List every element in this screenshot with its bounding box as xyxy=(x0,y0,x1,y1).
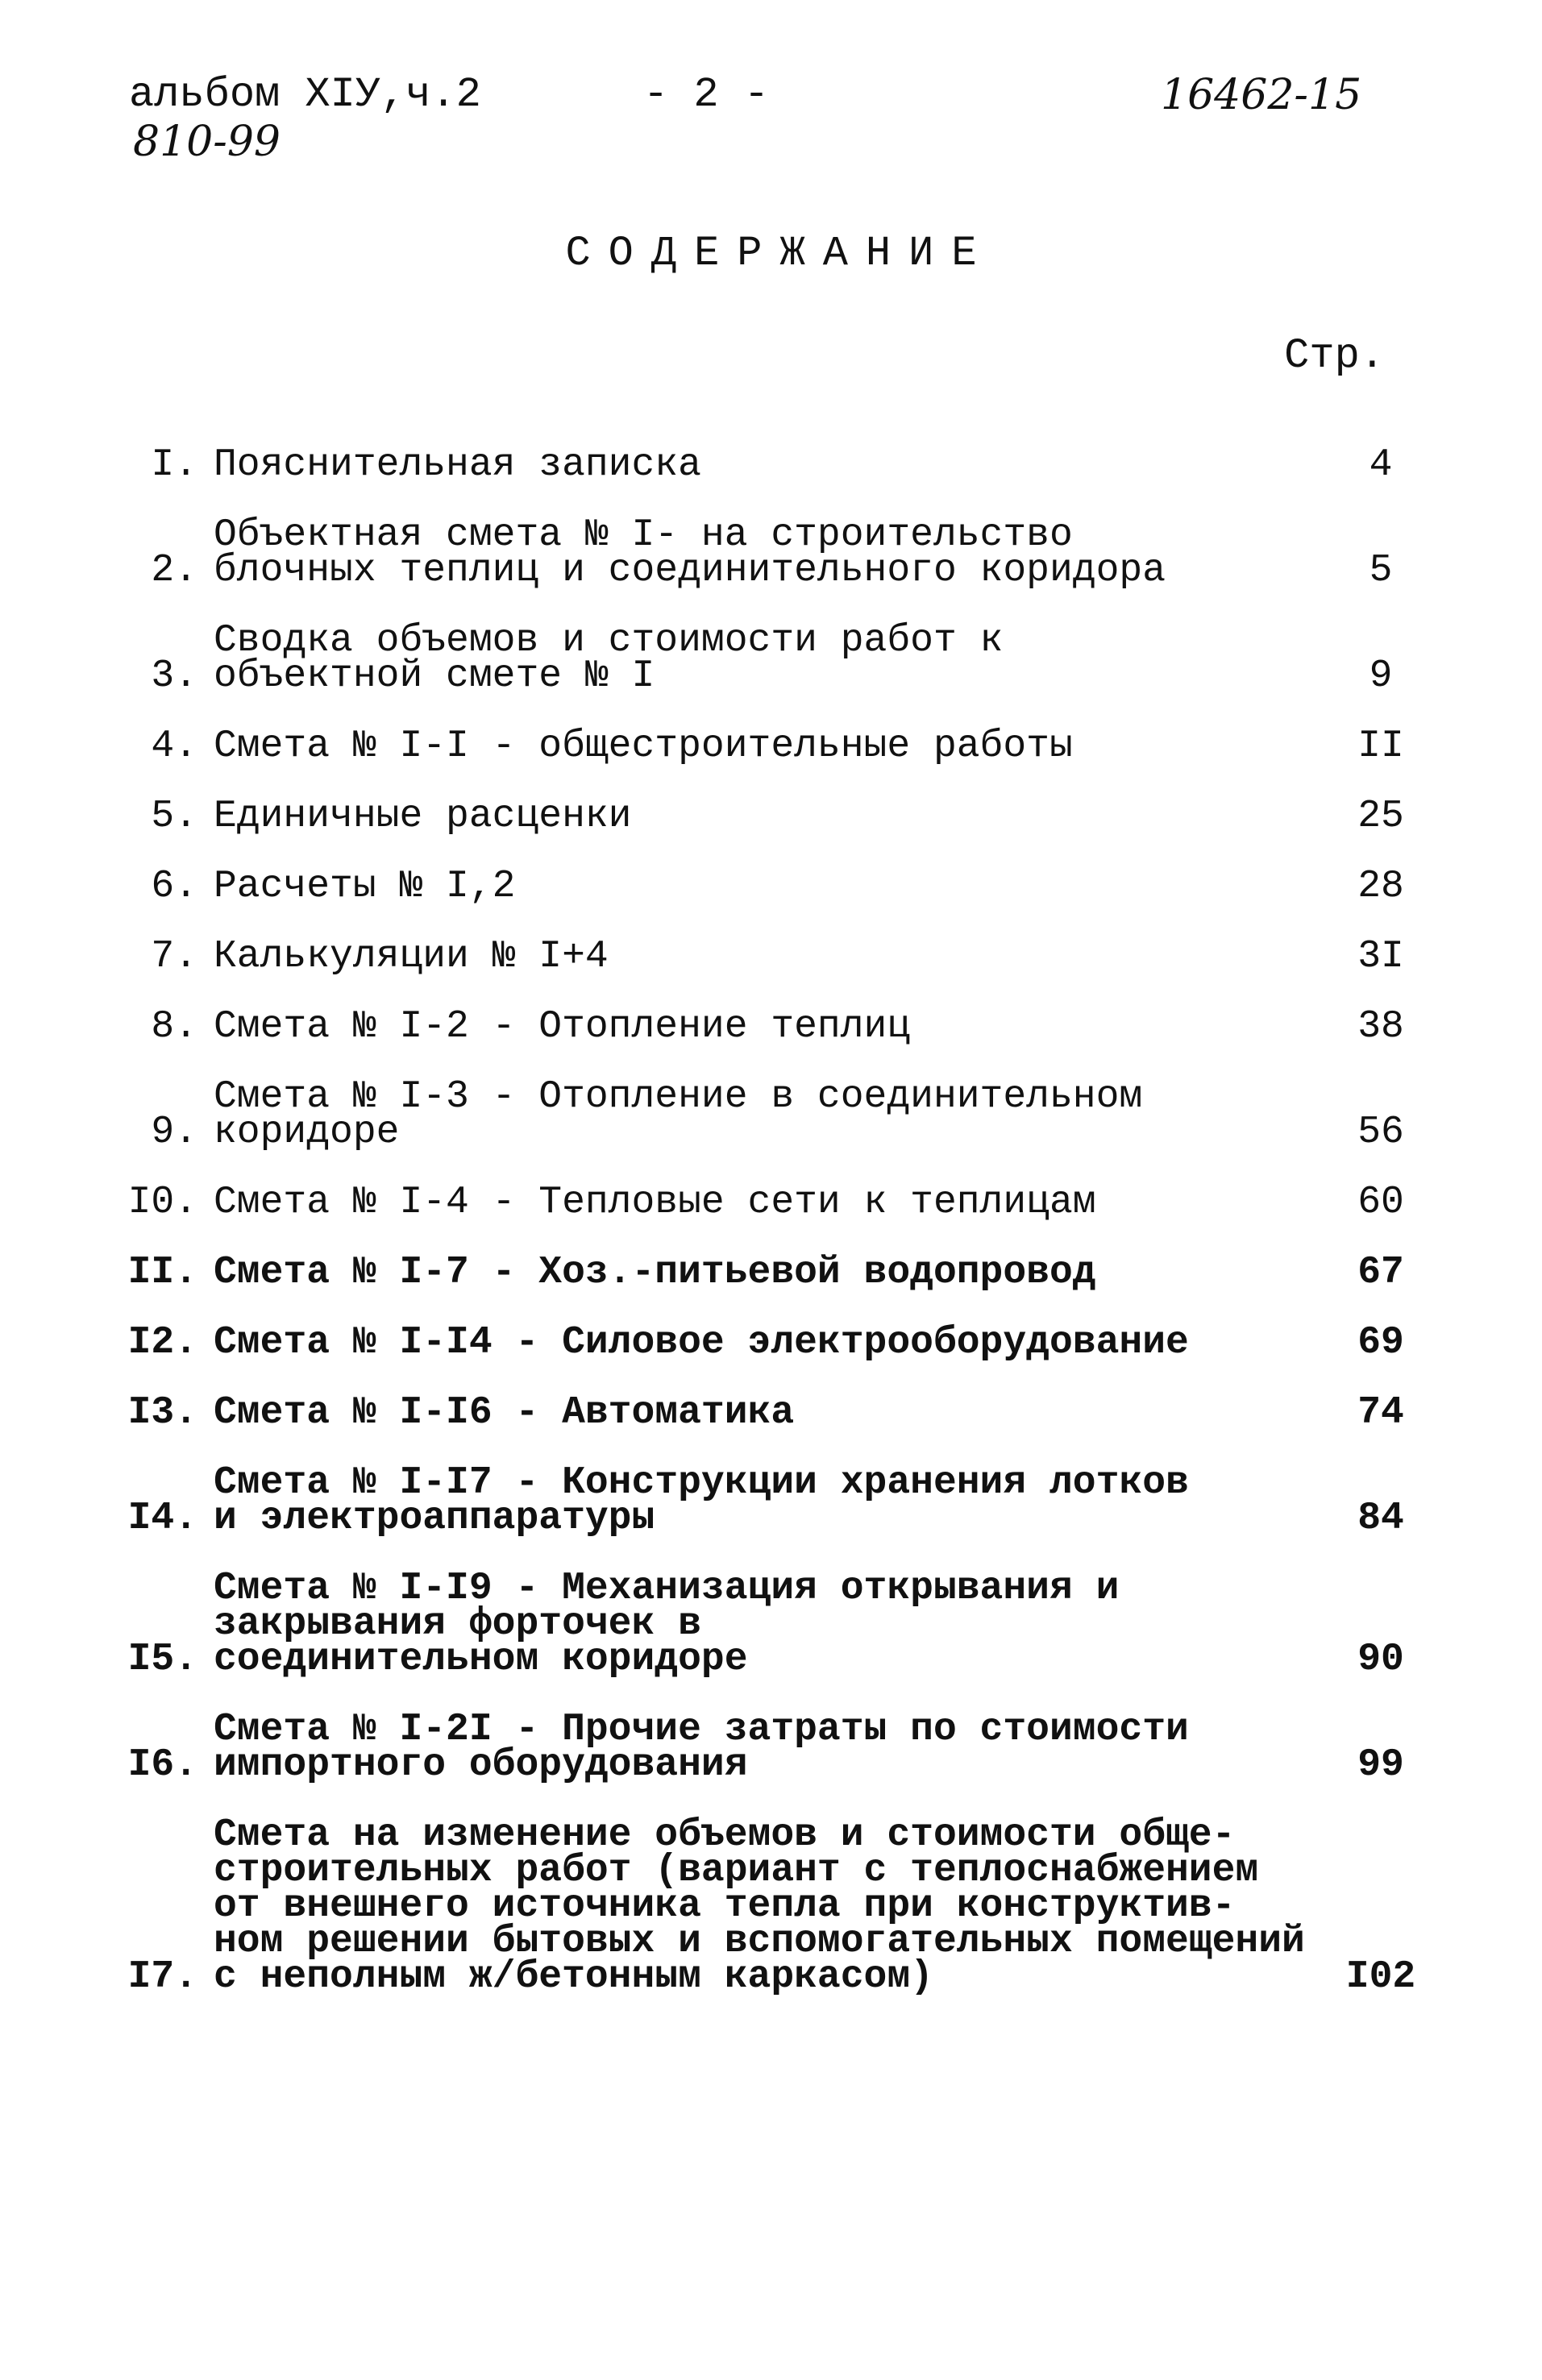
toc-item-page: 3I xyxy=(1357,935,1404,978)
toc-item-number: I. xyxy=(151,443,197,487)
album-label: альбом XIУ,ч.2 xyxy=(129,71,481,118)
toc-item xyxy=(117,1391,1429,1435)
toc-item xyxy=(117,1181,1429,1224)
toc-item-page: II xyxy=(1357,725,1404,768)
toc-item-number: I7. xyxy=(127,1955,197,1999)
toc-item-number: 4. xyxy=(151,725,197,768)
page-title: СОДЕРЖАНИЕ xyxy=(565,230,995,277)
toc-item-page: 5 xyxy=(1369,549,1393,592)
toc-item-number: 6. xyxy=(151,865,197,908)
toc-item xyxy=(117,1813,1429,1999)
table-of-contents xyxy=(117,443,1429,2029)
toc-item xyxy=(117,1251,1429,1294)
toc-item xyxy=(117,1005,1429,1049)
toc-item-title: Калькуляции № I+4 xyxy=(214,935,609,978)
toc-item-title: Объектная смета № I- на строительство блочных теплиц и соединительного коридора xyxy=(214,513,1166,592)
toc-item-number: 7. xyxy=(151,935,197,978)
toc-item-title: Смета № I-4 - Тепловые сети к теплицам xyxy=(214,1181,1096,1224)
toc-item-title: Смета № I-2I - Прочие затраты по стоимости импортного оборудования xyxy=(214,1708,1189,1787)
toc-item-page: 84 xyxy=(1357,1497,1404,1540)
toc-item xyxy=(117,443,1429,487)
toc-item-title: Единичные расценки xyxy=(214,795,632,838)
toc-item-page: 4 xyxy=(1369,443,1393,487)
toc-item-title: Смета № I-I4 - Силовое электрооборудование xyxy=(214,1321,1189,1364)
toc-item-title: Пояснительная записка xyxy=(214,443,701,487)
toc-item-number: 3. xyxy=(151,654,197,698)
toc-item-number: I5. xyxy=(127,1638,197,1681)
toc-item-page: 9 xyxy=(1369,654,1393,698)
toc-item-title: Смета на изменение объемов и стоимости обще- строительных работ (вариант с теплоснабжением от внешнего источника тепла при конструктив- ном решении бытовых и вспомогательных помещений с неполным ж/бетонным каркасом) xyxy=(214,1813,1305,1999)
toc-item xyxy=(117,1708,1429,1787)
toc-item-number: I3. xyxy=(127,1391,197,1435)
toc-item-number: II. xyxy=(127,1251,197,1294)
toc-item-number: I4. xyxy=(127,1497,197,1540)
toc-item-number: 5. xyxy=(151,795,197,838)
toc-item-title: Смета № I-I - общестроительные работы xyxy=(214,725,1073,768)
toc-item-title: Смета № I-I9 - Механизация открывания и закрывания форточек в соединительном коридоре xyxy=(214,1567,1120,1681)
toc-item-page: 28 xyxy=(1357,865,1404,908)
toc-item-page: 25 xyxy=(1357,795,1404,838)
toc-item-page: 99 xyxy=(1357,1743,1404,1787)
toc-item xyxy=(117,1075,1429,1154)
album-code-handwritten: 810-99 xyxy=(133,118,281,166)
toc-item-title: Смета № I-3 - Отопление в соединительном коридоре xyxy=(214,1075,1143,1154)
toc-item-title: Смета № I-I6 - Автоматика xyxy=(214,1391,795,1435)
toc-item xyxy=(117,795,1429,838)
toc-item-title: Смета № I-2 - Отопление теплиц xyxy=(214,1005,911,1049)
toc-item xyxy=(117,725,1429,768)
toc-item-number: I6. xyxy=(127,1743,197,1787)
toc-item-title: Расчеты № I,2 xyxy=(214,865,516,908)
toc-item-page: 69 xyxy=(1357,1321,1404,1364)
page-number: - 2 - xyxy=(643,71,770,118)
toc-item-page: 38 xyxy=(1357,1005,1404,1049)
toc-item xyxy=(117,1461,1429,1540)
toc-item xyxy=(117,619,1429,698)
toc-item-number: I0. xyxy=(127,1181,197,1224)
toc-item xyxy=(117,513,1429,592)
toc-item xyxy=(117,865,1429,908)
toc-item-page: 74 xyxy=(1357,1391,1404,1435)
toc-item-title: Смета № I-I7 - Конструкции хранения лотков и электроаппаратуры xyxy=(214,1461,1189,1540)
toc-item-title: Сводка объемов и стоимости работ к объектной смете № I xyxy=(214,619,1004,698)
toc-item xyxy=(117,1321,1429,1364)
toc-item-title: Смета № I-7 - Хоз.-питьевой водопровод xyxy=(214,1251,1096,1294)
toc-item-number: I2. xyxy=(127,1321,197,1364)
toc-item-number: 9. xyxy=(151,1111,197,1154)
toc-item-number: 2. xyxy=(151,549,197,592)
toc-item xyxy=(117,1567,1429,1681)
page-column-label: Стр. xyxy=(1284,332,1385,380)
toc-item xyxy=(117,935,1429,978)
toc-item-page: 56 xyxy=(1357,1111,1404,1154)
toc-item-number: 8. xyxy=(151,1005,197,1049)
document-code-handwritten: 16462-15 xyxy=(1161,71,1362,119)
toc-item-page: 90 xyxy=(1357,1638,1404,1681)
toc-item-page: 60 xyxy=(1357,1181,1404,1224)
toc-item-page: 67 xyxy=(1357,1251,1404,1294)
toc-item-page: I02 xyxy=(1345,1955,1416,1999)
